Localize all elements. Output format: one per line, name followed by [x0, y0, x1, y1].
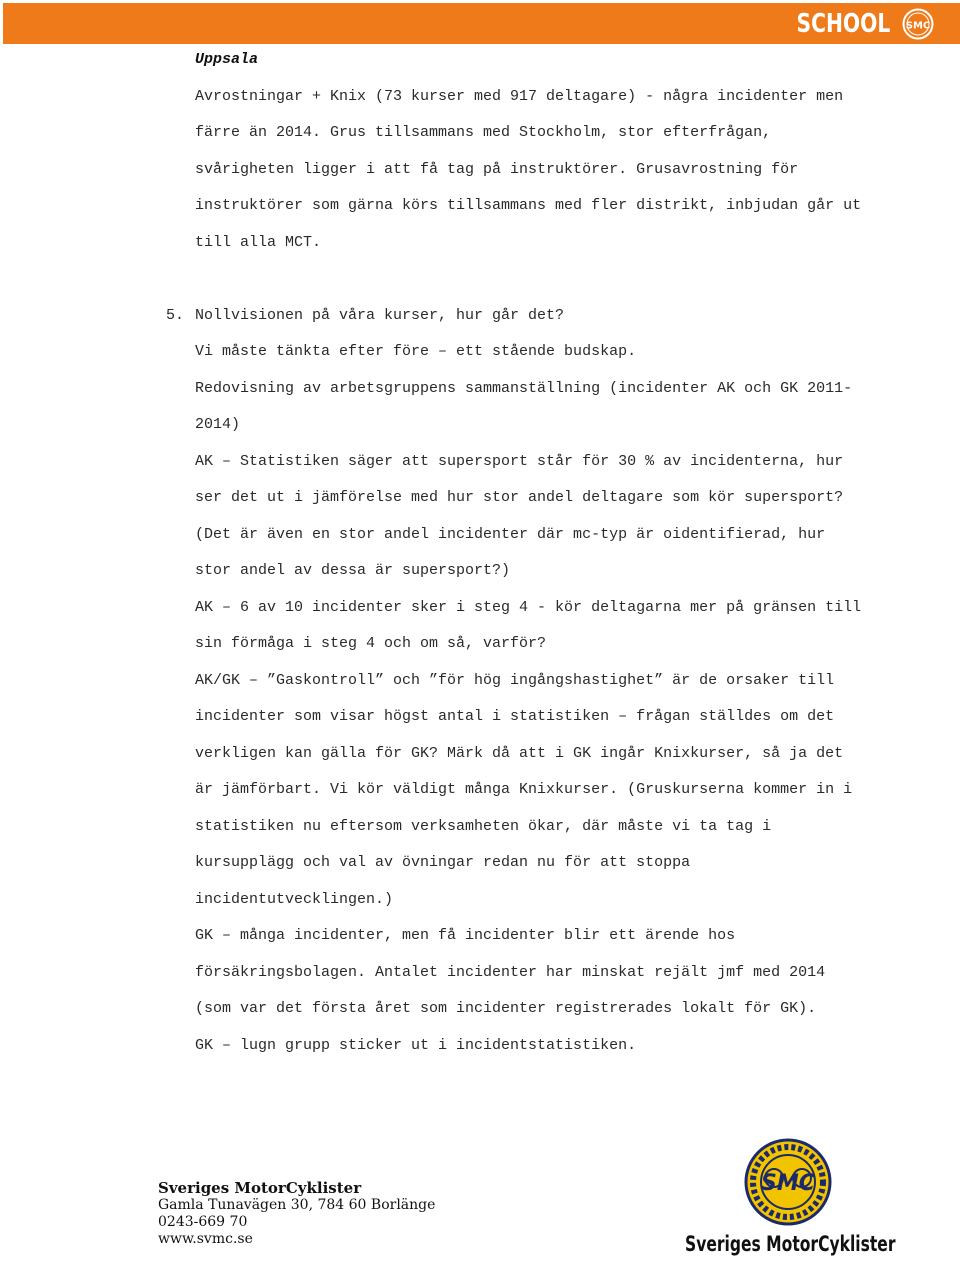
text-line: incidenter som visar högst antal i statistiken – frågan ställdes om det — [195, 708, 835, 725]
footer-contact — [158, 1180, 435, 1248]
text-line: 2014) — [195, 416, 241, 433]
text-line: Vi måste tänkta efter före – ett stående budskap. — [195, 343, 637, 360]
text-line: Avrostningar + Knix (73 kurser med 917 deltagare) - några incidenter men — [195, 87, 844, 105]
text-line: (som var det första året som incidenter registrerades lokalt för GK). — [195, 1000, 817, 1017]
text-line: ser det ut i jämförelse med hur stor andel deltagare som kör supersport? — [195, 489, 844, 506]
text-line: verkligen kan gälla för GK? Märk då att i GK ingår Knixkurser, så ja det — [195, 744, 844, 762]
text-line: till alla MCT. — [195, 233, 322, 251]
text-line: svårigheten ligger i att få tag på instruktörer. Grusavrostning för — [195, 160, 799, 178]
text-line: AK/GK – ”Gaskontroll” och ”för hög ingångshastighet” är de orsaker till — [195, 671, 835, 689]
svg-text:SMC: SMC — [905, 20, 931, 32]
section-title: Uppsala — [195, 51, 259, 68]
text-line: försäkringsbolagen. Antalet incidenter har minskat rejält jmf med 2014 — [195, 963, 826, 981]
paragraph-gap — [195, 261, 935, 298]
text-line: sin förmåga i steg 4 och om så, varför? — [195, 635, 547, 652]
text-line: incidentutvecklingen.) — [195, 890, 394, 908]
text-line: GK – lugn grupp sticker ut i incidentstatistiken. — [195, 1036, 637, 1054]
smc-emblem-icon — [744, 1138, 832, 1226]
document-body — [166, 42, 935, 1064]
text-line: GK – många incidenter, men få incidenter blir ett ärende hos — [195, 927, 736, 944]
text-line: kursupplägg och val av övningar redan nu för att stoppa — [195, 854, 691, 871]
footer-brand-wordmark: Sveriges MotorCyklister — [685, 1232, 896, 1256]
text-line: stor andel av dessa är supersport?) — [195, 562, 511, 579]
text-line: AK – 6 av 10 incidenter sker i steg 4 - kör deltagarna mer på gränsen till — [195, 598, 862, 616]
header-bar — [3, 3, 960, 44]
text-line: statistiken nu eftersom verksamheten ökar, där måste vi ta tag i — [195, 817, 772, 835]
text-line: är jämförbart. Vi kör väldigt många Knixkurser. (Gruskurserna kommer in i — [195, 781, 853, 798]
svg-text:SMC: SMC — [761, 1171, 815, 1196]
item-heading: Nollvisionen på våra kurser, hur går det? — [195, 306, 565, 324]
footer-website[interactable]: www.svmc.se — [158, 1231, 253, 1247]
footer-address: Gamla Tunavägen 30, 784 60 Borlänge — [158, 1197, 436, 1213]
header-brand: SCHOOL — [796, 9, 890, 39]
text-line: färre än 2014. Grus tillsammans med Stockholm, stor efterfrågan, — [195, 124, 772, 141]
text-line: (Det är även en stor andel incidenter där mc-typ är oidentifierad, hur — [195, 525, 826, 543]
text-line: AK – Statistiken säger att supersport står för 30 % av incidenterna, hur — [195, 452, 844, 470]
smc-logo-icon — [902, 8, 934, 40]
text-line: Redovisning av arbetsgruppens sammanställning (incidenter AK och GK 2011- — [195, 379, 853, 397]
agenda-item-5 — [166, 298, 935, 335]
text-line: instruktörer som gärna körs tillsammans med fler distrikt, inbjudan går ut — [195, 197, 862, 214]
footer-org-name: Sveriges MotorCyklister — [158, 1179, 362, 1197]
item-number: 5. — [166, 306, 185, 324]
footer-phone: 0243-669 70 — [158, 1214, 248, 1230]
